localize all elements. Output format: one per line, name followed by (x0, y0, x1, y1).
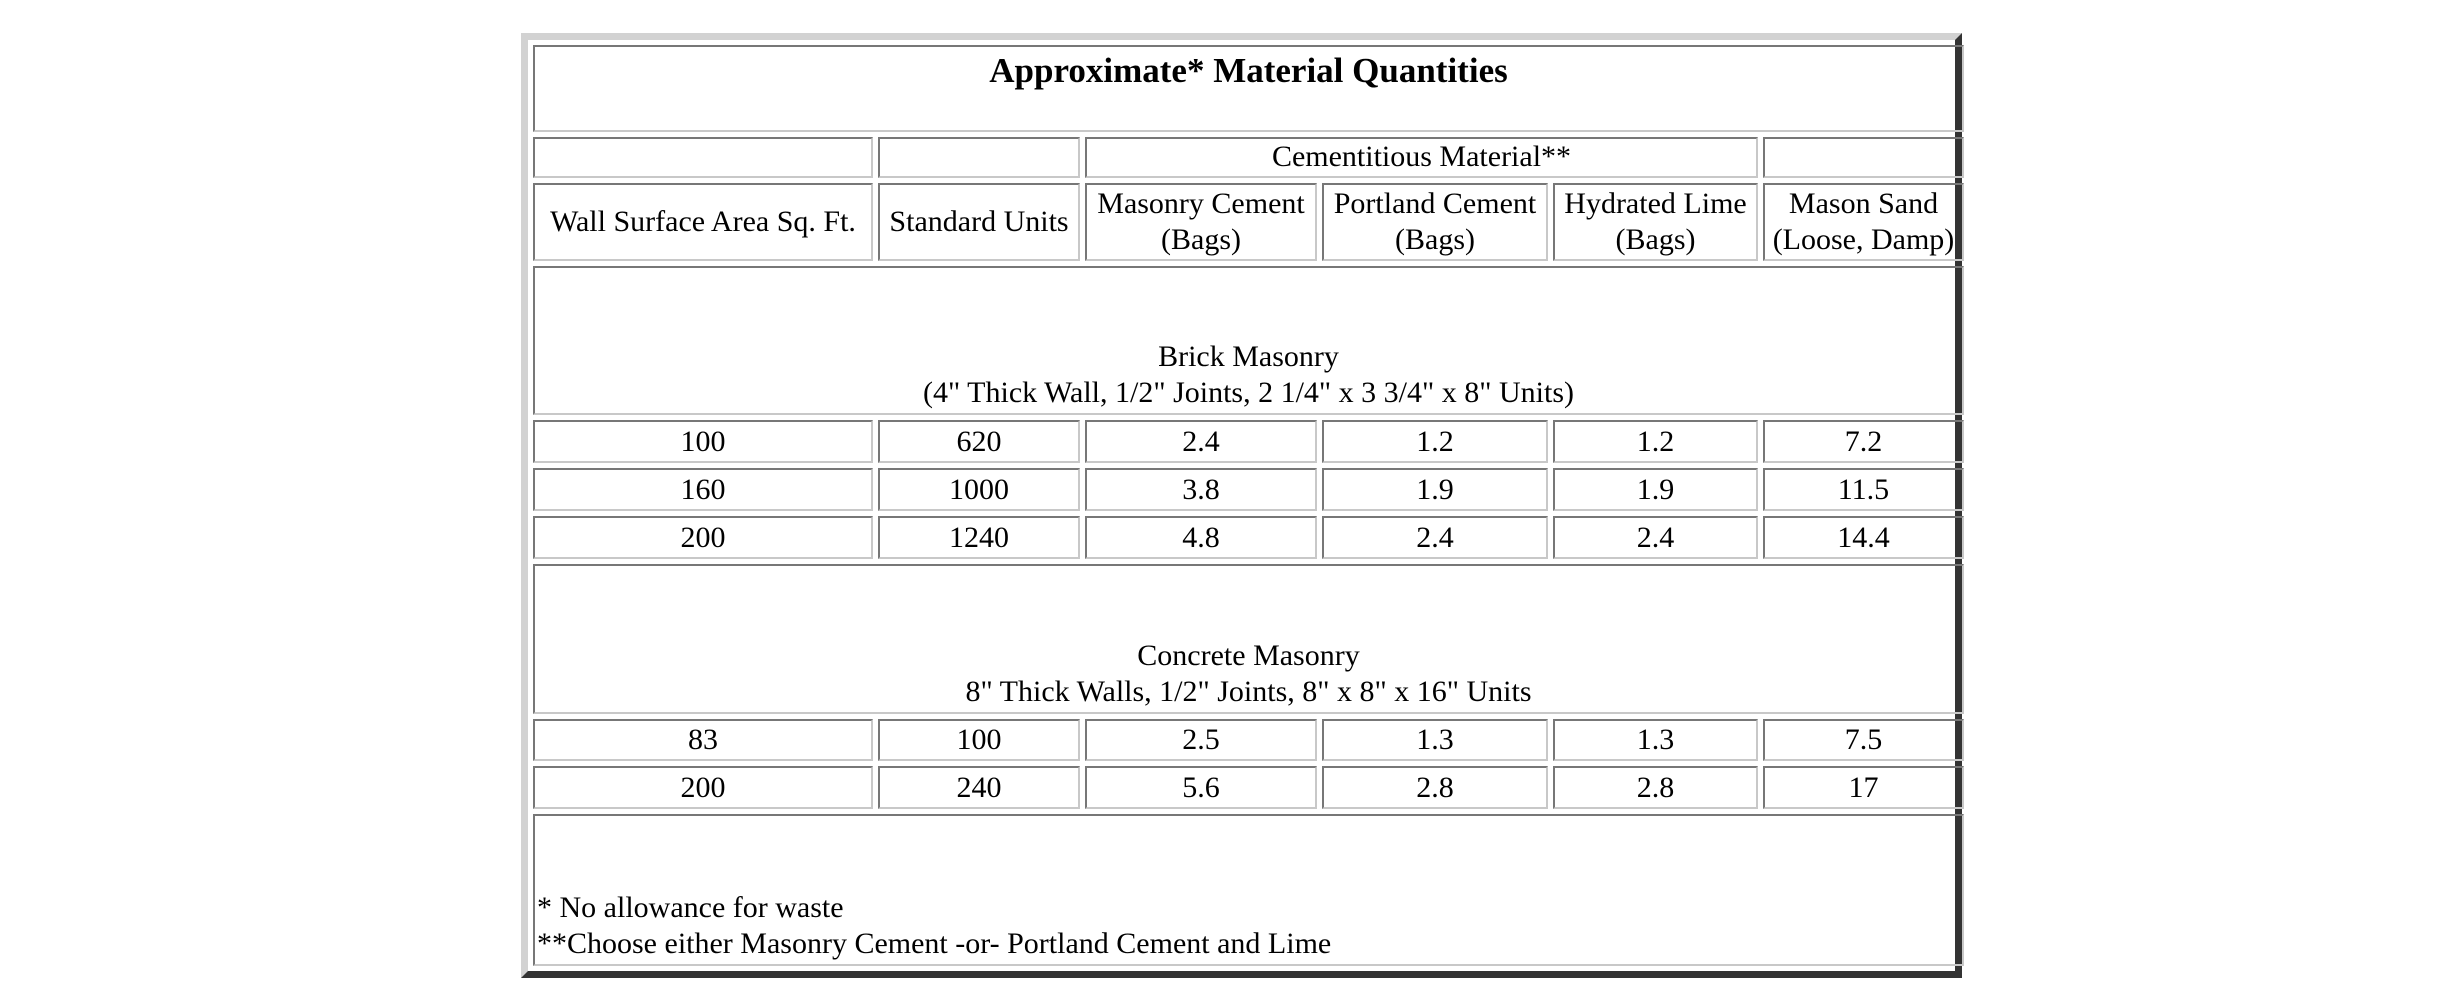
cell-units: 100 (878, 719, 1080, 762)
table-row (533, 766, 1964, 809)
cell-portland-cement: 1.9 (1322, 468, 1548, 511)
cell-masonry-cement: 3.8 (1085, 468, 1317, 511)
cementitious-material-header: Cementitious Material** (1085, 137, 1758, 178)
cell-mason-sand: 7.5 (1763, 719, 1964, 762)
cell-masonry-cement: 2.5 (1085, 719, 1317, 762)
section-header-brick-masonry: Brick Masonry (4" Thick Wall, 1/2" Joints, 2 1/4" x 3 3/4" x 8" Units) (533, 266, 1964, 415)
cell-masonry-cement: 5.6 (1085, 766, 1317, 809)
col-header-hydrated-lime: Hydrated Lime (Bags) (1553, 183, 1758, 261)
cell-units: 620 (878, 420, 1080, 463)
table-row (533, 516, 1964, 559)
col-header-area: Wall Surface Area Sq. Ft. (533, 183, 873, 261)
empty-header-cell (878, 137, 1080, 178)
cell-units: 1000 (878, 468, 1080, 511)
cell-portland-cement: 2.8 (1322, 766, 1548, 809)
footnote-cement-choice: **Choose either Masonry Cement -or- Portland Cement and Lime (537, 927, 1332, 960)
cell-mason-sand: 14.4 (1763, 516, 1964, 559)
cell-hydrated-lime: 2.4 (1553, 516, 1758, 559)
quantities-grid (528, 40, 1969, 971)
col-header-mason-sand: Mason Sand (Loose, Damp) (1763, 183, 1964, 261)
cell-hydrated-lime: 1.9 (1553, 468, 1758, 511)
section-header-concrete-masonry: Concrete Masonry 8" Thick Walls, 1/2" Joints, 8" x 8" x 16" Units (533, 564, 1964, 713)
table-title: Approximate* Material Quantities (533, 45, 1964, 132)
cell-portland-cement: 2.4 (1322, 516, 1548, 559)
cell-mason-sand: 11.5 (1763, 468, 1964, 511)
cell-masonry-cement: 4.8 (1085, 516, 1317, 559)
col-header-portland-cement: Portland Cement (Bags) (1322, 183, 1548, 261)
cell-area: 100 (533, 420, 873, 463)
footnotes (533, 814, 1964, 966)
cell-mason-sand: 7.2 (1763, 420, 1964, 463)
empty-header-cell (1763, 137, 1964, 178)
cell-hydrated-lime: 1.2 (1553, 420, 1758, 463)
footnote-waste: * No allowance for waste (537, 891, 844, 924)
cell-area: 160 (533, 468, 873, 511)
material-quantities-table (521, 33, 1962, 978)
cell-portland-cement: 1.3 (1322, 719, 1548, 762)
col-header-masonry-cement: Masonry Cement (Bags) (1085, 183, 1317, 261)
cell-portland-cement: 1.2 (1322, 420, 1548, 463)
table-row (533, 468, 1964, 511)
cell-area: 83 (533, 719, 873, 762)
cell-units: 240 (878, 766, 1080, 809)
empty-header-cell (533, 137, 873, 178)
cell-hydrated-lime: 1.3 (1553, 719, 1758, 762)
cell-hydrated-lime: 2.8 (1553, 766, 1758, 809)
col-header-units: Standard Units (878, 183, 1080, 261)
cell-area: 200 (533, 516, 873, 559)
cell-area: 200 (533, 766, 873, 809)
cell-mason-sand: 17 (1763, 766, 1964, 809)
cell-units: 1240 (878, 516, 1080, 559)
cell-masonry-cement: 2.4 (1085, 420, 1317, 463)
table-row (533, 420, 1964, 463)
table-row (533, 719, 1964, 762)
